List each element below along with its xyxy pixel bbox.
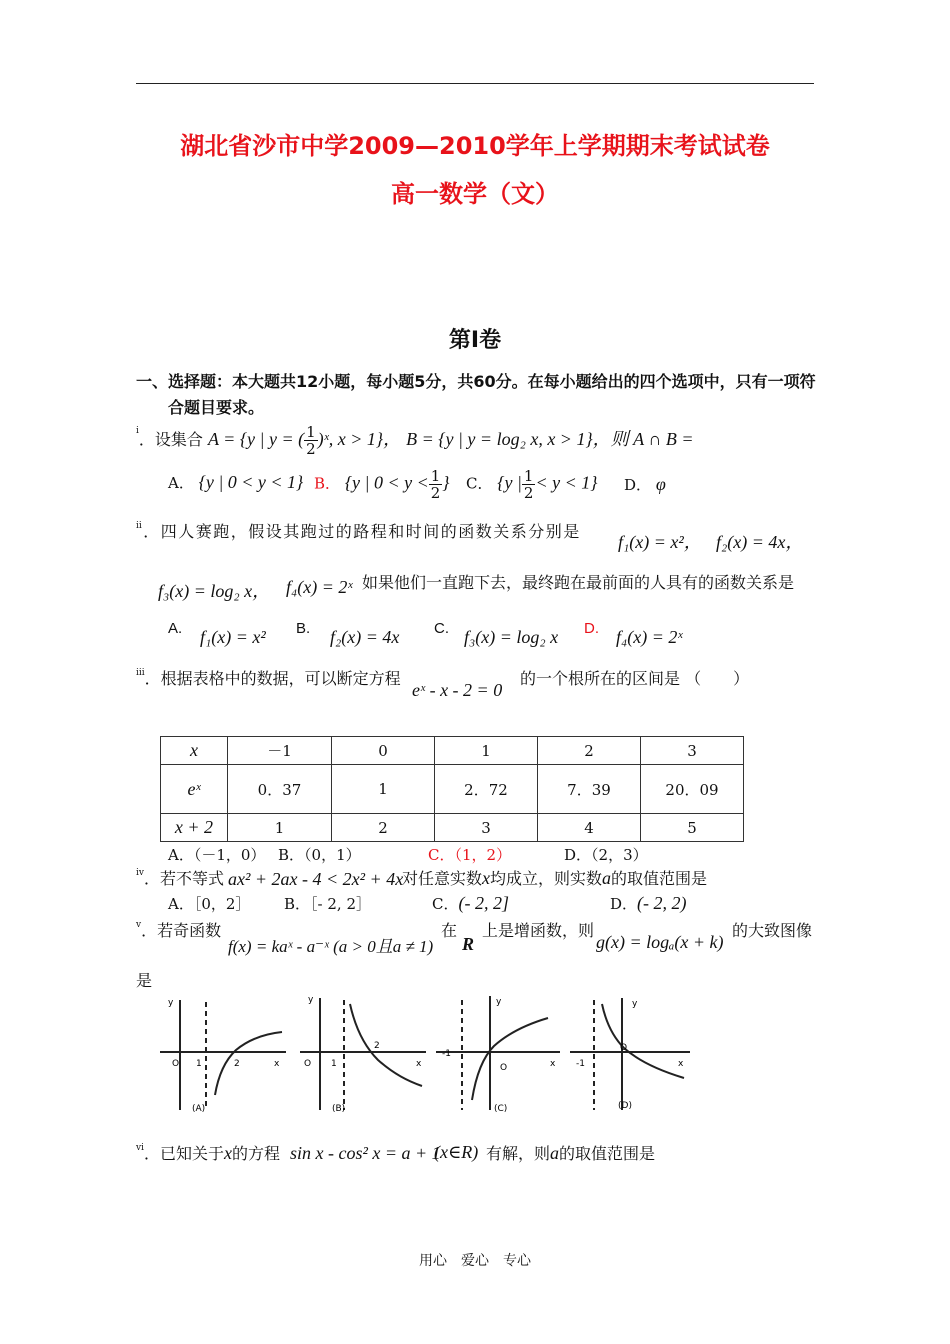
graph-d-label: (D) xyxy=(618,1101,632,1111)
graph-b-y-label: y xyxy=(308,995,314,1005)
question-1 xyxy=(136,424,693,457)
q1-setA: A = {y | y = ( xyxy=(208,429,305,449)
q6-text3: 有解，则a的取值范围是 xyxy=(486,1143,656,1163)
graph-c-origin: O xyxy=(500,1063,508,1073)
q5-text3: 上是增函数，则 xyxy=(482,921,595,940)
q2-option-b-label: B. xyxy=(296,620,311,637)
q3-option-a: A．（－1，0） xyxy=(168,846,266,864)
q1-option-c: C． {y | $\frac{1}{2}$ < y < 1} xyxy=(466,467,598,502)
graph-a-label: (A) xyxy=(192,1104,206,1114)
graph-d-y-label: y xyxy=(632,999,638,1009)
q2-f3: f₃(x) = log₂ x， xyxy=(158,581,271,601)
q4-text2: 对任意实数x均成立，则实数a的取值范围是 xyxy=(402,868,708,888)
q6-equation: sin x - cos² x = a + 1 xyxy=(290,1143,441,1163)
graph-d-origin: O xyxy=(620,1043,628,1053)
graph-d-tick: -1 xyxy=(576,1059,585,1069)
q5-function: f(x) = kaˣ - a⁻ˣ (a > 0且a ≠ 1) xyxy=(228,937,434,956)
graph-b-tick-1: 1 xyxy=(331,1059,337,1069)
question-6: $^ⅵ$．已知关于x的方程 xyxy=(136,1143,280,1163)
q2-f2: f₂(x) = 4x， xyxy=(716,532,804,552)
q1-setA-fraction: $\frac{1}{2}$ xyxy=(306,423,316,458)
graph-c-label: (C) xyxy=(494,1104,508,1114)
graph-c-tick: -1 xyxy=(442,1049,451,1059)
graph-d-x-label: x xyxy=(678,1059,684,1069)
q2-option-d-label: D. xyxy=(584,620,599,637)
q4-option-d: D．(- 2, 2) xyxy=(610,893,687,913)
graph-b-origin: O xyxy=(304,1059,312,1069)
q1-setA-tail: )ˣ, x > 1}， xyxy=(317,429,402,449)
question-4: $^ⅳ$．若不等式 xyxy=(136,868,224,888)
q1-number: ⅰ xyxy=(136,426,139,436)
q3-option-b: B．（0，1） xyxy=(278,846,361,864)
graph-b xyxy=(298,990,430,1114)
graph-a-tick-1: 1 xyxy=(196,1059,202,1069)
q6-domain: (x∈R) xyxy=(434,1142,479,1162)
graph-c-y-label: y xyxy=(496,997,502,1007)
q5-text5: 是 xyxy=(136,971,153,990)
q3-equation: eˣ - x - 2 = 0 xyxy=(412,680,503,700)
header-rule xyxy=(136,83,814,84)
table-row: x －1 0 1 2 3 xyxy=(161,737,744,765)
exam-subtitle: 高一数学（文） xyxy=(391,180,559,208)
question-3: $^ⅲ$．根据表格中的数据，可以断定方程 xyxy=(136,668,401,688)
q2-option-a-label: A. xyxy=(168,620,183,637)
page-footer: 用心 爱心 专心 xyxy=(419,1253,531,1269)
q2-f1: f₁(x) = x²， xyxy=(618,532,702,552)
graph-a-y-label: y xyxy=(168,998,174,1008)
graph-a xyxy=(158,990,290,1114)
q3-text2: 的一个根所在的区间是 （ ） xyxy=(520,669,750,688)
q3-option-c: C．（1，2） xyxy=(428,846,512,864)
q5-g-function: g(x) = logₐ(x + k) xyxy=(596,932,724,952)
q2-f4: f₄(x) = 2ˣ xyxy=(286,577,353,597)
q1-option-b: B． {y | 0 < y < $\frac{1}{2}$ } xyxy=(314,467,450,502)
q4-option-c: C．(- 2, 2] xyxy=(432,893,509,913)
q2-option-d: f₄(x) = 2ˣ xyxy=(616,627,683,647)
graph-b-tick-2: 2 xyxy=(374,1041,380,1051)
q4-option-b: B．［- 2, 2］ xyxy=(284,895,371,913)
q4-inequality: ax² + 2ax - 4 < 2x² + 4x xyxy=(228,869,404,889)
q3-option-d: D．（2，3） xyxy=(564,846,648,864)
table-row: x + 2 1 2 3 4 5 xyxy=(161,814,744,842)
q5-text2: 在 xyxy=(441,921,458,940)
q5-text4: 的大致图像 xyxy=(732,921,813,940)
q1-option-d: D． φ xyxy=(624,474,666,494)
question-5: $^ⅴ$．若奇函数 xyxy=(136,920,222,940)
section-heading-line2: 合题目要求。 xyxy=(168,398,265,417)
q2-option-a: f₁(x) = x² xyxy=(200,627,266,647)
exam-title: 湖北省沙市中学2009—2010学年上学期期末考试试卷 xyxy=(180,132,770,160)
q1-option-a: A． {y | 0 < y < 1} xyxy=(168,472,304,492)
graph-a-origin: O xyxy=(172,1059,180,1069)
q4-option-a: A．［0，2］ xyxy=(168,895,251,913)
q5-R: R xyxy=(462,934,475,954)
graph-b-label: (B) xyxy=(332,1104,346,1114)
graph-d xyxy=(568,990,694,1114)
q2-text2: 如果他们一直跑下去，最终跑在最前面的人具有的函数关系是 xyxy=(362,573,795,592)
graph-c-x-label: x xyxy=(550,1059,556,1069)
q1-setB: B = {y | y = log₂ x, x > 1}，则 A ∩ B = xyxy=(406,429,694,449)
part-heading: 第Ⅰ卷 xyxy=(448,328,502,353)
q3-table xyxy=(160,736,744,842)
q2-option-b: f₂(x) = 4x xyxy=(330,627,400,647)
q2-option-c: f₃(x) = log₂ x xyxy=(464,627,559,647)
q2-option-c-label: C. xyxy=(434,620,449,637)
question-2: $^ⅱ$．四人赛跑，假设其跑过的路程和时间的函数关系分别是 xyxy=(136,521,581,541)
table-row: eˣ 0．37 1 2．72 7．39 20．09 xyxy=(161,765,744,814)
q1-text: ．设集合 xyxy=(138,430,203,449)
graph-a-x-label: x xyxy=(274,1059,280,1069)
graph-a-tick-2: 2 xyxy=(234,1059,240,1069)
section-heading-line1: 一、选择题：本大题共12小题，每小题5分，共60分。在每小题给出的四个选项中，只有一项符 xyxy=(136,372,816,391)
graph-c xyxy=(434,990,564,1114)
graph-b-x-label: x xyxy=(416,1059,422,1069)
